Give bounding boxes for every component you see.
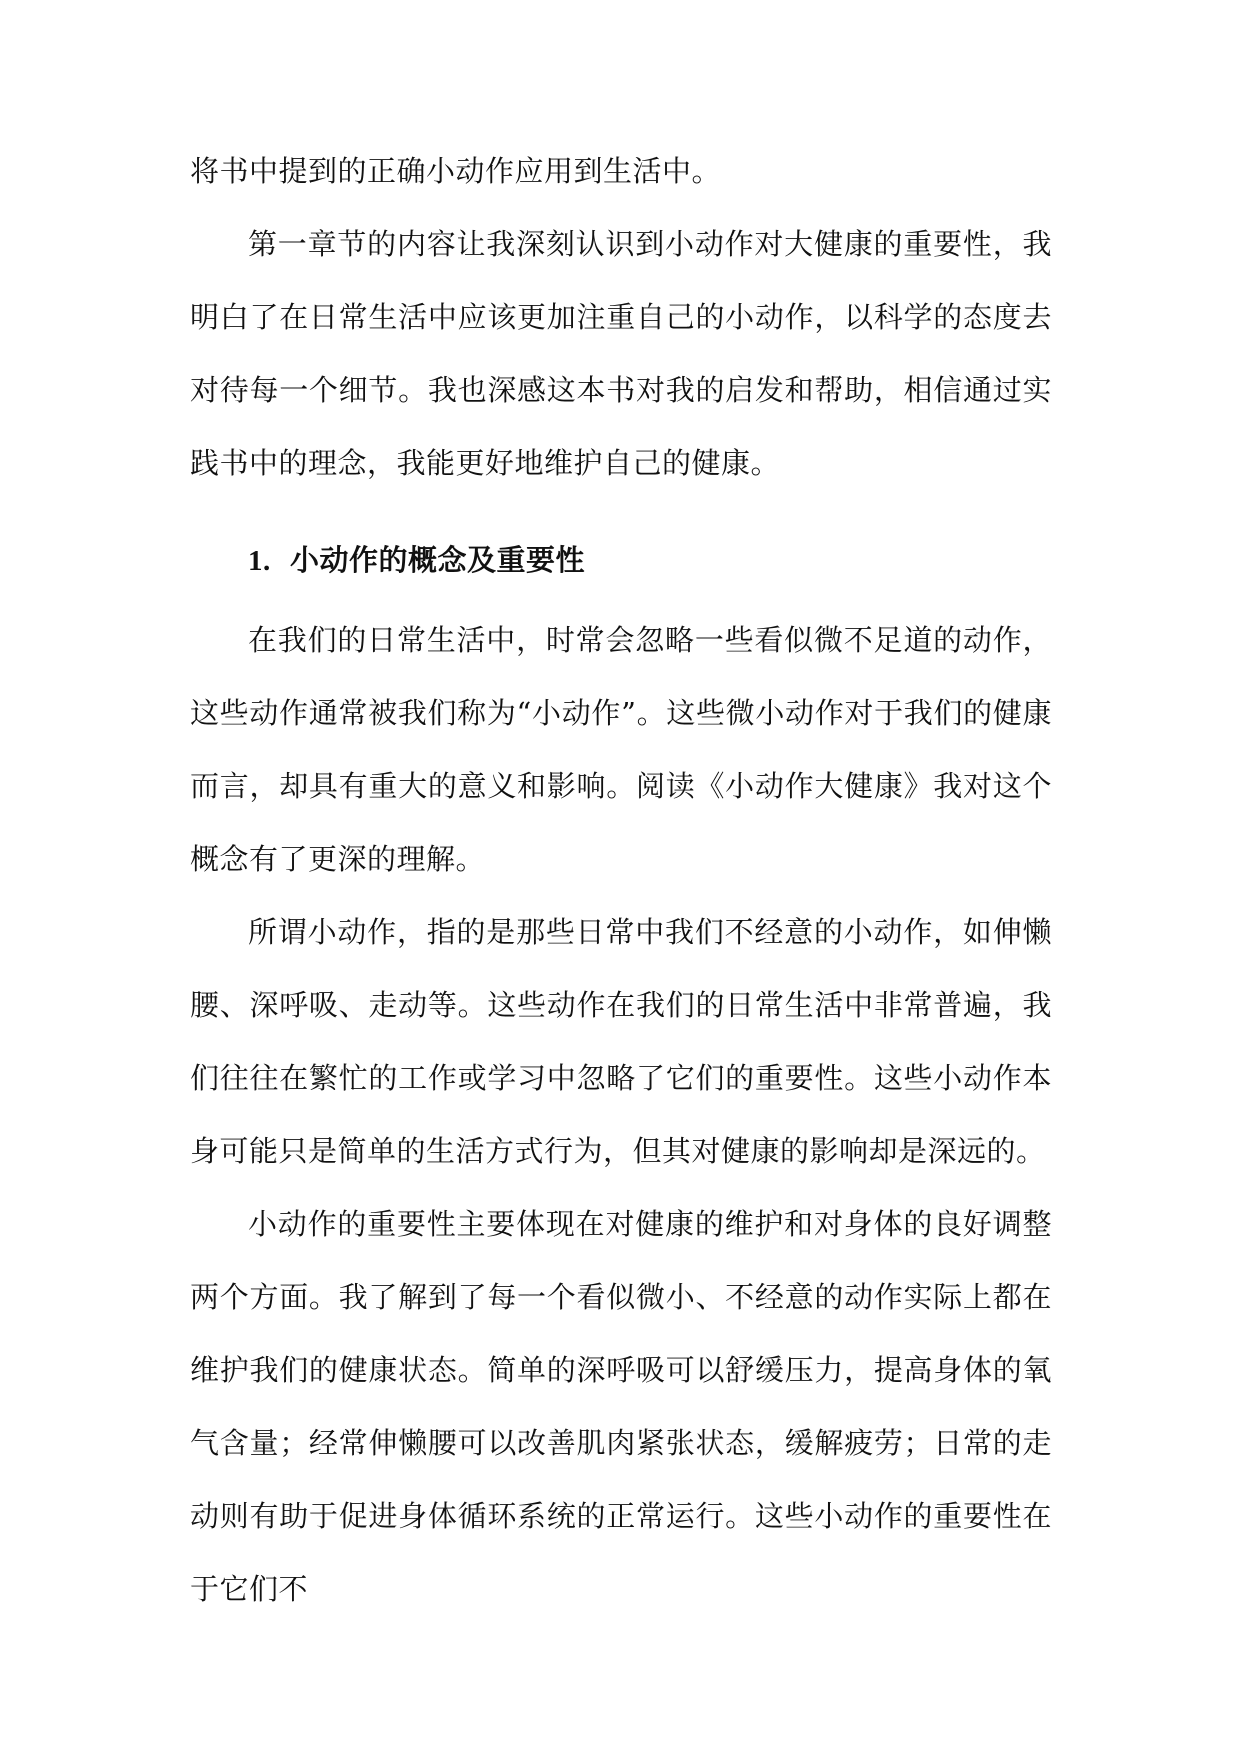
paragraph-concept-intro: 在我们的日常生活中，时常会忽略一些看似微不足道的动作，这些动作通常被我们称为“小动作”。这些微小动作对于我们的健康而言，却具有重大的意义和影响。阅读《小动作大健康》我对这个概念有了更深的理解。 xyxy=(190,623,1052,876)
paragraph-chapter-summary: 第一章节的内容让我深刻认识到小动作对大健康的重要性，我明白了在日常生活中应该更加注重自己的小动作，以科学的态度去对待每一个细节。我也深感这本书对我的启发和帮助，相信通过实践书中的理念，我能更好地维护自己的健康。 xyxy=(190,227,1052,480)
section-number: 1. xyxy=(248,545,271,577)
section-heading xyxy=(190,524,1052,598)
document-body xyxy=(190,135,1052,1626)
paragraph-continuation: 将书中提到的正确小动作应用到生活中。 xyxy=(190,154,722,188)
section-title: 小动作的概念及重要性 xyxy=(290,543,586,577)
paragraph-concept-definition: 所谓小动作，指的是那些日常中我们不经意的小动作，如伸懒腰、深呼吸、走动等。这些动作在我们的日常生活中非常普遍，我们往往在繁忙的工作或学习中忽略了它们的重要性。这些小动作本身可能只是简单的生活方式行为，但其对健康的影响却是深远的。 xyxy=(190,915,1052,1168)
paragraph-importance: 小动作的重要性主要体现在对健康的维护和对身体的良好调整两个方面。我了解到了每一个看似微小、不经意的动作实际上都在维护我们的健康状态。简单的深呼吸可以舒缓压力，提高身体的氧气含量；经常伸懒腰可以改善肌肉紧张状态，缓解疲劳；日常的走动则有助于促进身体循环系统的正常运行。这些小动作的重要性在于它们不 xyxy=(190,1207,1052,1606)
